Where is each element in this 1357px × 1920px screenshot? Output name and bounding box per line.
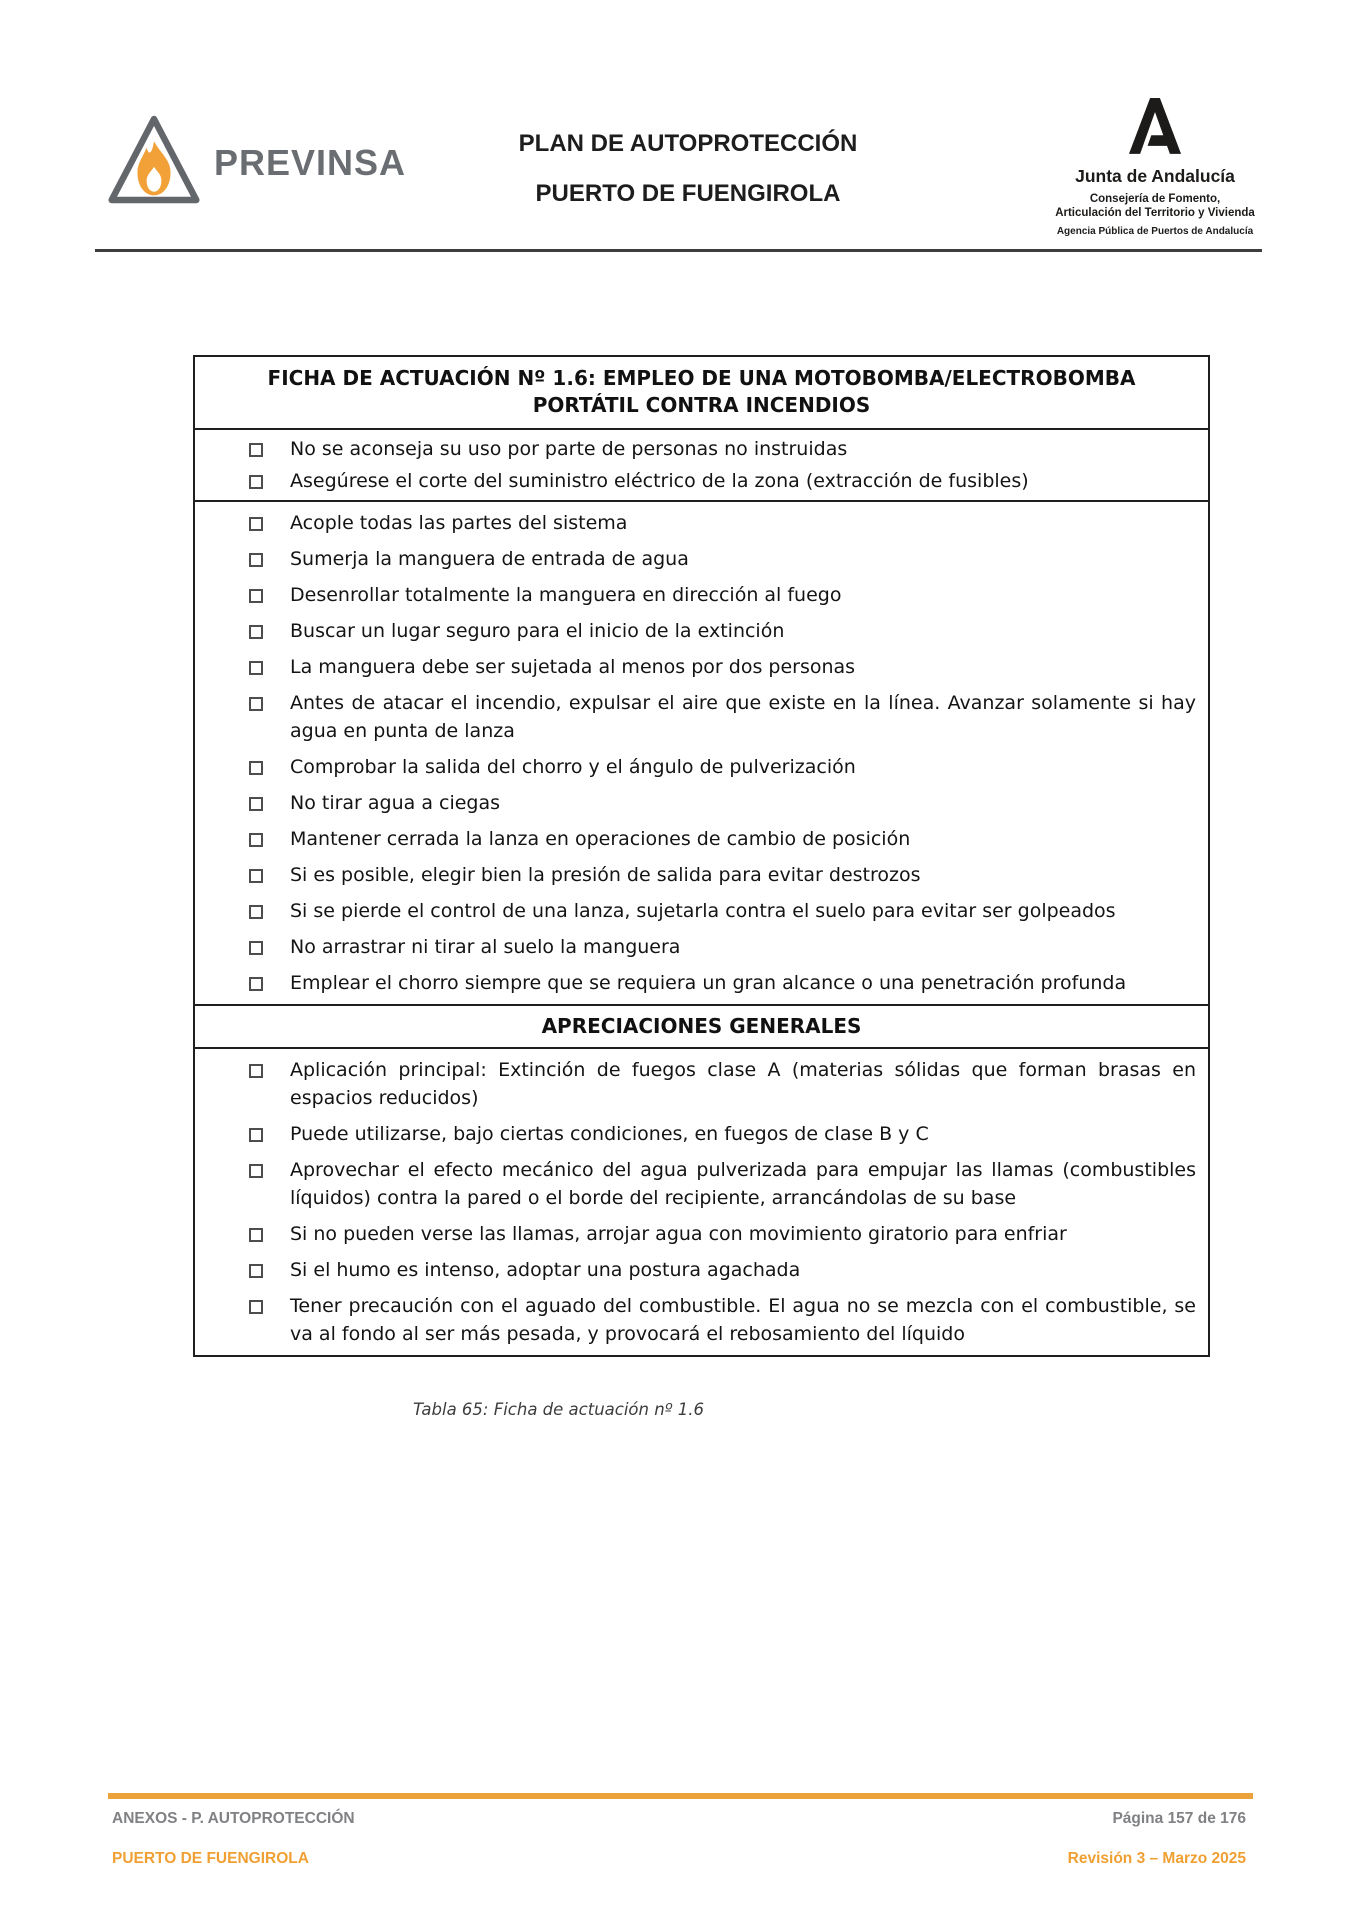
checklist-item — [195, 685, 1208, 749]
checklist-item — [195, 965, 1208, 1001]
footer-section-label: ANEXOS - P. AUTOPROTECCIÓN — [112, 1810, 355, 1827]
checklist-item-text: Si el humo es intenso, adoptar una postura agachada — [290, 1259, 801, 1281]
checklist-item — [195, 857, 1208, 893]
checklist-item-text: Buscar un lugar seguro para el inicio de la extinción — [290, 620, 785, 642]
checkbox-icon — [249, 553, 263, 567]
footer-project-label: PUERTO DE FUENGIROLA — [112, 1850, 309, 1867]
checklist-item — [195, 613, 1208, 649]
action-sheet-table — [193, 355, 1210, 1357]
table-section-operation — [195, 502, 1208, 1006]
previnsa-logo-text: PREVINSA — [214, 141, 407, 183]
checklist-item — [195, 1216, 1208, 1252]
previnsa-triangle-flame-icon — [108, 112, 200, 207]
checklist-item-text: Acople todas las partes del sistema — [290, 512, 628, 534]
checkbox-icon — [249, 697, 263, 711]
table-caption: Tabla 65: Ficha de actuación nº 1.6 — [413, 1400, 704, 1419]
checkbox-icon — [249, 905, 263, 919]
checkbox-icon — [249, 833, 263, 847]
checkbox-icon — [249, 761, 263, 775]
checkbox-icon — [249, 797, 263, 811]
checkbox-icon — [249, 1264, 263, 1278]
checkbox-icon — [249, 941, 263, 955]
checklist-item — [195, 577, 1208, 613]
checkbox-icon — [249, 869, 263, 883]
checklist-item-text: Comprobar la salida del chorro y el ángulo de pulverización — [290, 756, 856, 778]
checklist-item-text: La manguera debe ser sujetada al menos por dos personas — [290, 656, 856, 678]
checklist-item-text: Emplear el chorro siempre que se requiera un gran alcance o una penetración profunda — [290, 972, 1127, 994]
checklist-item — [195, 1152, 1208, 1216]
footer-row-1 — [112, 1810, 1246, 1828]
checklist-item-text: Mantener cerrada la lanza en operaciones de cambio de posición — [290, 828, 911, 850]
junta-a-icon — [1124, 90, 1186, 162]
checkbox-icon — [249, 977, 263, 991]
checkbox-icon — [249, 475, 263, 489]
checklist-item-text: No tirar agua a ciegas — [290, 792, 501, 814]
checklist-item — [195, 433, 1208, 465]
checkbox-icon — [249, 443, 263, 457]
checklist-item-text: Aplicación principal: Extinción de fuegos clase A (materias sólidas que forman brasas en espacios reducidos) — [290, 1059, 1196, 1109]
document-title — [468, 130, 908, 208]
checklist-item — [195, 1052, 1208, 1116]
checkbox-icon — [249, 1228, 263, 1242]
checklist-item — [195, 649, 1208, 685]
checklist-item — [195, 929, 1208, 965]
table-section-general-notes — [195, 1049, 1208, 1355]
checklist-item — [195, 1116, 1208, 1152]
previnsa-logo — [108, 112, 406, 207]
checklist-item — [195, 749, 1208, 785]
checkbox-icon — [249, 1164, 263, 1178]
checklist-item-text: Antes de atacar el incendio, expulsar el aire que existe en la línea. Avanzar solamente si hay agua en punta de lanza — [290, 692, 1196, 742]
checkbox-icon — [249, 1064, 263, 1078]
checklist-item — [195, 1252, 1208, 1288]
checklist-item-text: Aprovechar el efecto mecánico del agua pulverizada para empujar las llamas (combustibles líquidos) contra la pared o el borde del recipiente, arrancándolas de su base — [290, 1159, 1196, 1209]
checklist-item — [195, 465, 1208, 497]
junta-dept-line2: Articulación del Territorio y Vivienda — [1055, 207, 1255, 220]
checkbox-icon — [249, 1128, 263, 1142]
checklist-item-text: No se aconseja su uso por parte de personas no instruidas — [290, 438, 848, 460]
header-divider-line — [95, 249, 1262, 252]
table-subheader: APRECIACIONES GENERALES — [195, 1006, 1208, 1049]
checklist-item-text: Tener precaución con el aguado del combustible. El agua no se mezcla con el combustible, se va al fondo al ser más pesada, y provocará el rebosamiento del líquido — [290, 1295, 1196, 1345]
checklist-item-text: Puede utilizarse, bajo ciertas condiciones, en fuegos de clase B y C — [290, 1123, 929, 1145]
junta-dept-line1: Consejería de Fomento, — [1089, 193, 1221, 205]
checkbox-icon — [249, 517, 263, 531]
checklist-item-text: No arrastrar ni tirar al suelo la manguera — [290, 936, 681, 958]
checklist-item — [195, 1288, 1208, 1352]
junta-org-name: Junta de Andalucía — [1075, 166, 1235, 186]
junta-agency: Agencia Pública de Puertos de Andalucía — [1056, 225, 1254, 237]
junta-dept — [1055, 192, 1255, 221]
checklist-item-text: Desenrollar totalmente la manguera en dirección al fuego — [290, 584, 842, 606]
checklist-item-text: Si no pueden verse las llamas, arrojar agua con movimiento giratorio para enfriar — [290, 1223, 1067, 1245]
footer-row-2 — [112, 1850, 1246, 1868]
checklist-item-text: Asegúrese el corte del suministro eléctrico de la zona (extracción de fusibles) — [290, 470, 1029, 492]
document-title-line2: PUERTO DE FUENGIROLA — [535, 180, 841, 207]
checkbox-icon — [249, 625, 263, 639]
checklist-item — [195, 505, 1208, 541]
checkbox-icon — [249, 1300, 263, 1314]
checklist-item — [195, 821, 1208, 857]
checklist-item-text: Si se pierde el control de una lanza, sujetarla contra el suelo para evitar ser golpeados — [290, 900, 1116, 922]
document-title-line1: PLAN DE AUTOPROTECCIÓN — [518, 130, 858, 157]
table-section-precautions — [195, 430, 1208, 502]
checkbox-icon — [249, 661, 263, 675]
checklist-item — [195, 785, 1208, 821]
checkbox-icon — [249, 589, 263, 603]
footer-page-number: Página 157 de 176 — [1112, 1810, 1246, 1827]
checklist-item — [195, 541, 1208, 577]
checklist-item — [195, 893, 1208, 929]
footer-divider-line — [108, 1793, 1253, 1799]
checklist-item-text: Sumerja la manguera de entrada de agua — [290, 548, 689, 570]
checklist-item-text: Si es posible, elegir bien la presión de salida para evitar destrozos — [290, 864, 921, 886]
table-title: FICHA DE ACTUACIÓN Nº 1.6: EMPLEO DE UNA MOTOBOMBA/ELECTROBOMBA PORTÁTIL CONTRA INCENDIOS — [195, 357, 1208, 430]
footer-revision-label: Revisión 3 – Marzo 2025 — [1067, 1850, 1246, 1867]
junta-de-andalucia-logo — [1055, 90, 1255, 237]
